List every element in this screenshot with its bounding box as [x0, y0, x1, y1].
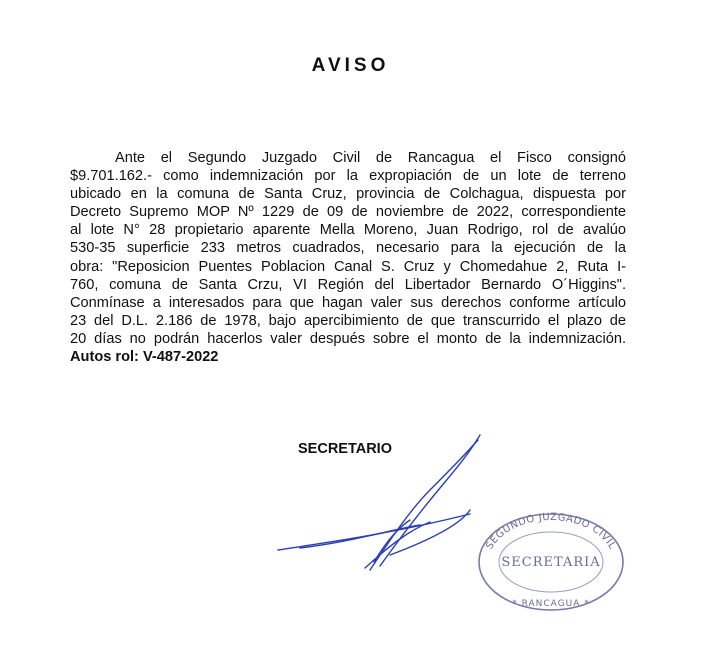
notice-body-line: ubicado en la comuna de Santa Cruz, provincia de Colchagua, dispuesta por: [70, 186, 626, 203]
notice-body-line: 23 del D.L. 2.186 de 1978, bajo apercibimiento de que transcurrido el plazo de: [70, 312, 626, 329]
notice-body-line: 760, comuna de Santa Crzu, VI Región del Libertador Bernardo O´Higgins".: [70, 276, 626, 293]
notice-body-line: al lote N° 28 propietario aparente Mella Moreno, Juan Rodrigo, rol de avalúo: [70, 222, 626, 239]
notice-body-line: 530-35 superficie 233 metros cuadrados, necesario para la ejecución de la: [70, 240, 626, 257]
svg-text:SEGUNDO JUZGADO CIVIL: SEGUNDO JUZGADO CIVIL: [484, 511, 618, 552]
case-number: Autos rol: V-487-2022: [70, 349, 219, 366]
notice-body-line: obra: "Reposicion Puentes Poblacion Canal S. Cruz y Chomedahue 2, Ruta I-: [70, 258, 626, 275]
svg-text:SECRETARIA: SECRETARIA: [501, 555, 601, 570]
notice-body-line: Decreto Supremo MOP Nº 1229 de 09 de noviembre de 2022, correspondiente: [70, 204, 626, 221]
notice-title: AVISO: [311, 55, 390, 76]
court-seal: [474, 508, 628, 616]
notice-body-line: $9.701.162.- como indemnización por la expropiación de un lote de terreno: [70, 168, 626, 185]
notice-body: [70, 149, 626, 366]
notice-body-line: Conmínase a interesados para que hagan valer sus derechos conforme artículo: [70, 294, 626, 311]
svg-text:* RANCAGUA *: * RANCAGUA *: [512, 599, 590, 609]
handwritten-signature: [270, 430, 490, 580]
notice-body-line: Ante el Segundo Juzgado Civil de Rancagua el Fisco consignó: [115, 150, 626, 166]
notice-body-line: 20 días no podrán hacerlos valer después sobre el monto de la indemnización.: [70, 330, 626, 347]
secretary-label: SECRETARIO: [298, 441, 392, 457]
